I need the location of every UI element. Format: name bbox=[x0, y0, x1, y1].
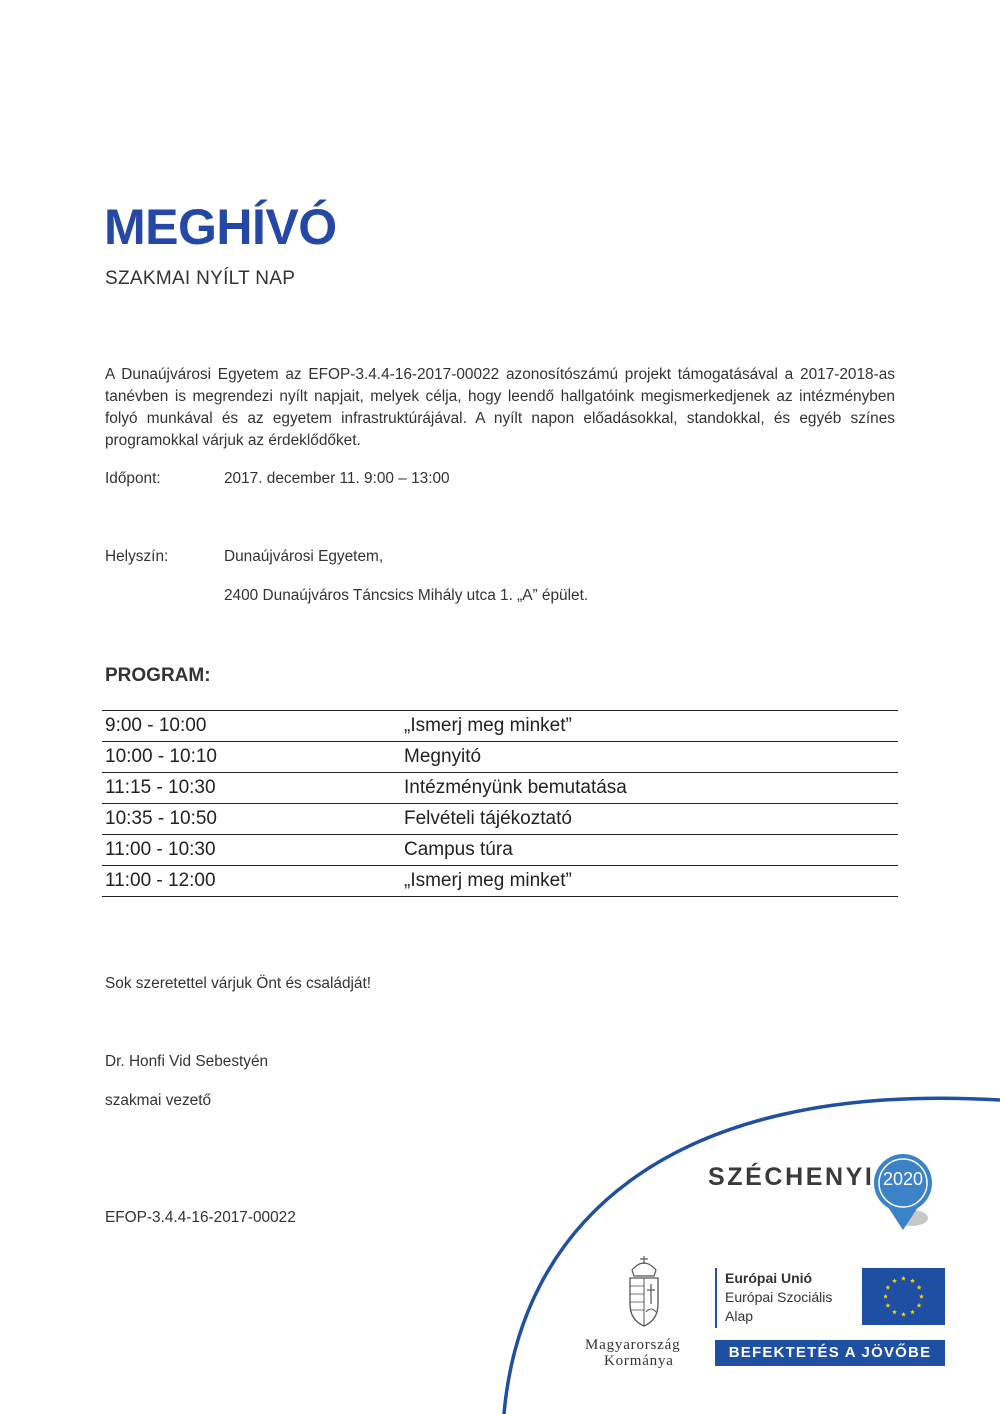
place-line-2: 2400 Dunaújváros Táncsics Mihály utca 1. „A” épület. bbox=[224, 587, 589, 604]
eu-divider bbox=[715, 1268, 717, 1328]
eu-fund-line-1: Európai Szociális bbox=[725, 1289, 833, 1305]
government-name-line-2: Kormánya bbox=[604, 1353, 674, 1369]
location-pin-icon bbox=[872, 1152, 934, 1232]
project-reference: EFOP-3.4.4-16-2017-00022 bbox=[105, 1209, 296, 1226]
signature-name: Dr. Honfi Vid Sebestyén bbox=[105, 1053, 269, 1070]
place-line-1: Dunaújvárosi Egyetem, bbox=[224, 548, 384, 565]
time-value: 2017. december 11. 9:00 – 13:00 bbox=[224, 470, 450, 487]
eu-flag-icon bbox=[862, 1268, 945, 1325]
page-title: MEGHÍVÓ bbox=[104, 199, 337, 255]
program-time: 11:15 - 10:30 bbox=[102, 773, 401, 804]
eu-title: Európai Unió bbox=[725, 1270, 813, 1286]
place-label: Helyszín: bbox=[105, 548, 169, 565]
program-event: „Ismerj meg minket” bbox=[401, 866, 898, 897]
program-event: Felvételi tájékoztató bbox=[401, 804, 898, 835]
eu-fund-line-2: Alap bbox=[725, 1308, 754, 1324]
closing-text: Sok szeretettel várjuk Önt és családját! bbox=[105, 975, 372, 992]
program-event: Megnyitó bbox=[401, 742, 898, 773]
signature-role: szakmai vezető bbox=[105, 1092, 212, 1109]
time-label: Időpont: bbox=[105, 470, 161, 487]
program-event: Intézményünk bemutatása bbox=[401, 773, 898, 804]
szechenyi-logo-text: SZÉCHENYI bbox=[708, 1163, 875, 1191]
program-time: 9:00 - 10:00 bbox=[102, 711, 401, 742]
program-time: 11:00 - 12:00 bbox=[102, 866, 401, 897]
program-event: Campus túra bbox=[401, 835, 898, 866]
coat-of-arms-icon bbox=[618, 1254, 670, 1334]
program-event: „Ismerj meg minket” bbox=[401, 711, 898, 742]
program-time: 11:00 - 10:30 bbox=[102, 835, 401, 866]
intro-paragraph: A Dunaújvárosi Egyetem az EFOP-3.4.4-16-2017-00022 azonosítószámú projekt támogatásával a 2017-2018-as tanévben is megrendezi nyílt napjait, melyek célja, hogy leendő hallgatóink megismerkedjenek az intézményben folyó munkával és az egyetem infrastruktúrájával. A nyílt napon előadásokkal, standokkal, és egyéb színes programokkal várjuk az érdeklődőket. bbox=[105, 366, 895, 449]
szechenyi-year: 2020 bbox=[882, 1169, 924, 1189]
program-time: 10:00 - 10:10 bbox=[102, 742, 401, 773]
program-time: 10:35 - 10:50 bbox=[102, 804, 401, 835]
investment-banner: BEFEKTETÉS A JÖVŐBE bbox=[715, 1340, 945, 1366]
page-subtitle: SZAKMAI NYÍLT NAP bbox=[105, 268, 296, 289]
government-name-line-1: Magyarország bbox=[585, 1337, 681, 1353]
program-heading: PROGRAM: bbox=[105, 665, 211, 686]
